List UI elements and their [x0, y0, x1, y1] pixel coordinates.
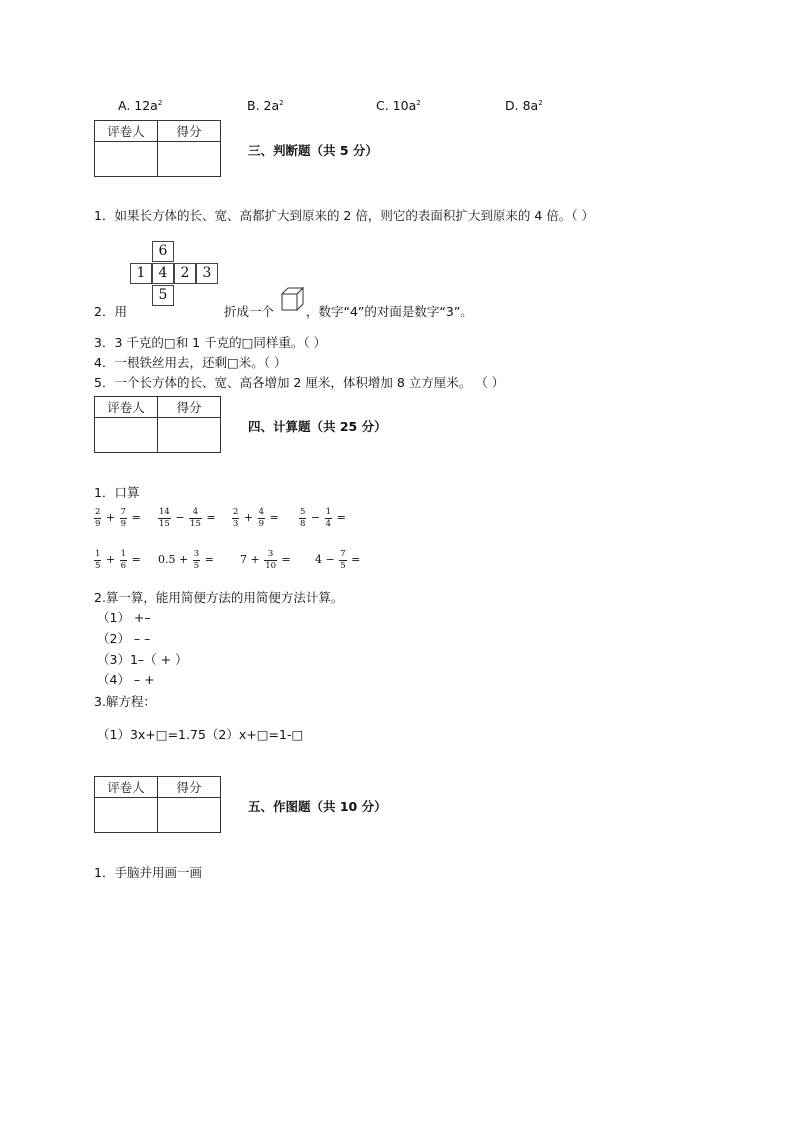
cube-net-figure — [130, 241, 224, 309]
calc-q3: 3.解方程： — [94, 694, 156, 709]
oral-expr: $\frac{14}{15}$ − $\frac{4}{15}$ = — [159, 507, 216, 529]
calc-q3-equations: （1）3x+□=1.75（2）x+□=1-□ — [97, 727, 304, 742]
calc-q2-item: （4） – + — [97, 672, 155, 687]
draw-q1: 1．手脑并用画一画 — [94, 865, 202, 880]
cube-icon — [280, 286, 306, 312]
section4-title: 四、计算题（共 25 分） — [248, 419, 387, 434]
calc-q2: 2.算一算，能用简便方法的用简便方法计算。 — [94, 590, 344, 605]
calc-q2-item: （2） – – — [97, 631, 151, 646]
score-table-section3 — [94, 120, 221, 177]
reviewer-cell[interactable] — [95, 142, 158, 177]
oral-expr: $\frac{5}{8}$ − $\frac{1}{4}$ = — [300, 507, 346, 529]
score-table-section4 — [94, 396, 221, 453]
reviewer-cell[interactable] — [95, 418, 158, 453]
reviewer-label: 评卷人 — [95, 121, 158, 142]
score-cell[interactable] — [158, 142, 221, 177]
judge-q5: 5．一个长方体的长、宽、高各增加 2 厘米，体积增加 8 立方厘米。 （ ） — [94, 375, 505, 390]
judge-q1: 1．如果长方体的长、宽、高都扩大到原来的 2 倍，则它的表面积扩大到原来的 4 倍。（ ） — [94, 208, 594, 223]
oral-expr: $\frac{2}{3}$ + $\frac{4}{9}$ = — [233, 507, 279, 529]
net-face: 2 — [174, 263, 196, 284]
oral-expr: $\frac{1}{5}$ + $\frac{1}{6}$ = — [95, 549, 141, 571]
net-face-top: 6 — [152, 241, 174, 262]
oral-expr: $\frac{2}{9}$ + $\frac{7}{9}$ = — [95, 507, 141, 529]
choice-b: B. $2a^2$ — [247, 98, 284, 113]
reviewer-cell[interactable] — [95, 798, 158, 833]
section3-title: 三、判断题（共 5 分） — [248, 143, 378, 158]
calc-q2-item: （3）1–（ + ） — [97, 652, 188, 667]
score-cell[interactable] — [158, 418, 221, 453]
oral-expr: 4 − $\frac{7}{5}$ = — [315, 549, 361, 571]
section5-title: 五、作图题（共 10 分） — [248, 799, 387, 814]
choice-d: D. $8a^2$ — [505, 98, 543, 113]
reviewer-label: 评卷人 — [95, 397, 158, 418]
score-label: 得分 — [158, 777, 221, 798]
score-cell[interactable] — [158, 798, 221, 833]
net-face: 1 — [130, 263, 152, 284]
judge-q3: 3．3 千克的□和 1 千克的□同样重。（ ） — [94, 335, 327, 350]
reviewer-label: 评卷人 — [95, 777, 158, 798]
choice-c: C. $10a^2$ — [376, 98, 421, 113]
judge-q4: 4．一根铁丝用去，还剩□米。（ ） — [94, 355, 287, 370]
calc-q2-item: （1） +– — [97, 610, 151, 625]
judge-q2-mid: 折成一个 — [224, 304, 275, 319]
oral-expr: 7 + $\frac{3}{10}$ = — [240, 549, 291, 571]
net-face: 4 — [152, 263, 174, 284]
score-label: 得分 — [158, 397, 221, 418]
score-label: 得分 — [158, 121, 221, 142]
oral-expr: 0.5 + $\frac{3}{5}$ = — [158, 549, 214, 571]
score-table-section5 — [94, 776, 221, 833]
calc-q1: 1．口算 — [94, 485, 140, 500]
net-face: 3 — [196, 263, 218, 284]
judge-q2-prefix: 2．用 — [94, 304, 127, 319]
judge-q2-suffix: ，数字“4”的对面是数字“3”。 — [306, 304, 473, 319]
choice-a: A. $12a^2$ — [118, 98, 163, 113]
net-face-bottom: 5 — [152, 285, 174, 306]
